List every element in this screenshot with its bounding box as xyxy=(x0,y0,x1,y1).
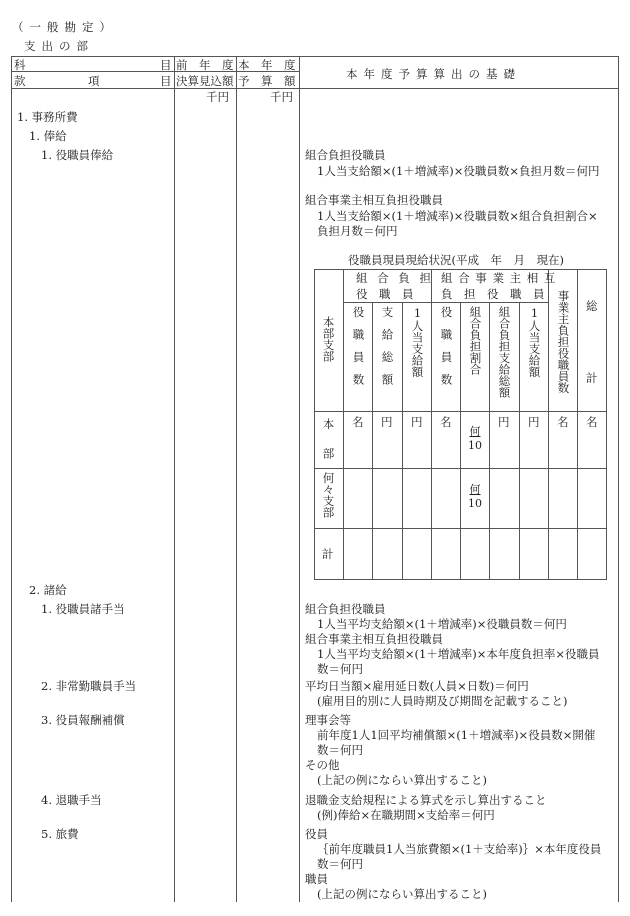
basis-line: 数＝何円 xyxy=(317,662,363,676)
basis-line: 組合事業主相互負担役職員 xyxy=(305,632,443,646)
unit: 円 xyxy=(381,415,393,429)
basis-line: (雇用目的別に人員時期及び期間を記載すること) xyxy=(317,694,568,708)
basis-line: 組合事業主相互負担役職員 xyxy=(305,193,443,207)
item-office-expenses: 1. 事務所費 xyxy=(17,110,78,124)
item-parttime: 2. 非常勤職員手当 xyxy=(41,679,137,693)
col-employer-count: 事業主負担役職員数 xyxy=(556,290,571,394)
group-mutual-header-2: 負 担 役 職 員 xyxy=(441,287,545,301)
basis-line: (上記の例にならい算出すること) xyxy=(317,887,487,901)
header-basis: 本年度予算算出の基礎 xyxy=(346,67,521,81)
row-label-hq: 本部 xyxy=(321,418,336,477)
basis-line: 理事会等 xyxy=(305,713,351,727)
basis-line: 平均日当額×雇用延日数(人員×日数)＝何円 xyxy=(305,679,529,693)
row-label-branch: 何々支部 xyxy=(321,472,336,518)
header-moku2: 目 xyxy=(160,74,172,88)
unit: 円 xyxy=(498,415,510,429)
col-branch: 本部支部 xyxy=(321,316,336,362)
item-salary: 1. 俸給 xyxy=(29,129,67,143)
group-mutual-header: 組 合 事 業 主 相 互 xyxy=(441,271,557,285)
unit: 名 xyxy=(586,415,598,429)
header-budget: 予 算 額 xyxy=(238,74,296,88)
unit: 名 xyxy=(352,415,364,429)
basis-line: (例)俸給×在職期間×支給率＝何円 xyxy=(317,808,495,822)
basis-line: 数＝何円 xyxy=(317,743,363,757)
item-allowances: 2. 諸給 xyxy=(29,583,67,597)
group-union-header-2: 役 職 員 xyxy=(356,287,414,301)
basis-line: 退職金支給規程による算式を示し算出すること xyxy=(305,793,547,807)
section-heading: 支出の部 xyxy=(24,39,94,53)
col-mutual-per: 1人当支給額 xyxy=(527,306,542,378)
item-travel: 5. 旅費 xyxy=(41,827,79,841)
unit: 円 xyxy=(528,415,540,429)
unit-prev: 千円 xyxy=(206,90,229,104)
col-total-bottom: 計 xyxy=(586,371,598,385)
basis-line: 前年度1人1回平均補償額×(1＋増減率)×役員数×開催 xyxy=(317,728,596,742)
col-mutual-ratio: 組合負担割合 xyxy=(468,306,483,375)
item-officer-comp: 3. 役員報酬補償 xyxy=(41,713,125,727)
header-kou: 項 xyxy=(88,74,100,88)
basis-line: 1人当平均支給額×(1＋増減率)×本年度負担率×役職員 xyxy=(317,647,600,661)
header-this-year: 本 年 度 xyxy=(238,58,296,72)
basis-line: 職員 xyxy=(305,872,328,886)
header-moku: 目 xyxy=(160,58,172,72)
basis-line: 負担月数＝何円 xyxy=(317,224,398,238)
basis-line: 組合負担役職員 xyxy=(305,148,386,162)
unit: 名 xyxy=(557,415,569,429)
basis-line: 1人当支給額×(1＋増減率)×役職員数×負担月数＝何円 xyxy=(317,164,600,178)
header-prev-year: 前 年 度 xyxy=(176,58,234,72)
header-prev-settlement: 決算見込額 xyxy=(176,74,234,88)
status-table-title: 役職員現員現給状況(平成 年 月 現在) xyxy=(348,253,564,267)
basis-line: 組合負担役職員 xyxy=(305,602,386,616)
basis-line: 1人当平均支給額×(1＋増減率)×役職員数＝何円 xyxy=(317,617,567,631)
basis-line: ｛前年度職員1人当旅費額×(1＋支給率)｝×本年度役員 xyxy=(317,842,602,856)
item-staff-allowances: 1. 役職員諸手当 xyxy=(41,602,125,616)
item-staff-salary: 1. 役職員俸給 xyxy=(41,148,114,162)
unit-this: 千円 xyxy=(270,90,293,104)
account-heading: （一般勘定） xyxy=(12,20,117,34)
col-union-count: 役職員数 xyxy=(351,306,366,396)
col-mutual-total: 組合負担支給総額 xyxy=(497,306,512,398)
col-union-per: 1人当支給額 xyxy=(410,306,425,378)
unit: 円 xyxy=(411,415,423,429)
basis-line: その他 xyxy=(305,758,340,772)
header-kan: 款 xyxy=(14,74,26,88)
basis-line: 1人当支給額×(1＋増減率)×役職員数×組合負担割合× xyxy=(317,209,598,223)
row-label-total: 計 xyxy=(322,547,334,561)
basis-line: 役員 xyxy=(305,827,328,841)
group-union-header: 組 合 負 担 xyxy=(356,271,434,285)
unit: 名 xyxy=(440,415,452,429)
basis-line: (上記の例にならい算出すること) xyxy=(317,773,487,787)
col-union-total: 支給総額 xyxy=(380,306,395,396)
header-ka: 科 xyxy=(14,58,26,72)
basis-line: 数＝何円 xyxy=(317,857,363,871)
ratio-branch: 何 10 xyxy=(468,483,482,510)
ratio-hq: 何 10 xyxy=(468,425,482,452)
col-mutual-count: 役職員数 xyxy=(439,306,454,396)
col-total-top: 総 xyxy=(586,299,598,313)
item-retirement: 4. 退職手当 xyxy=(41,793,102,807)
